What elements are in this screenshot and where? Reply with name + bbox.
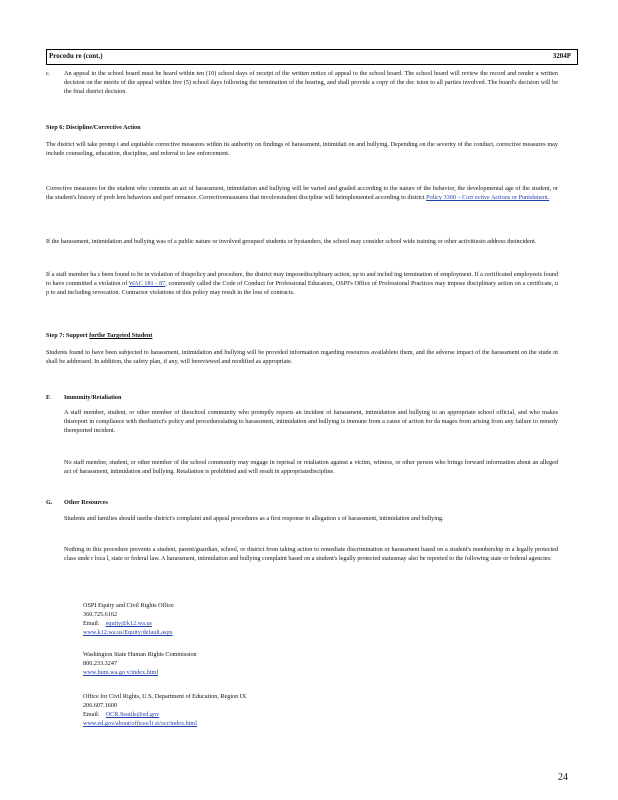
step7-para-1: Students found to have been subjected to harassment, intimidation and bullying will be provided information regarding resources availableto them, and the adverse impact of the harassment on the stude nt shall be addressed. In addition, the safety plan, if any, will bereviewed and modified as appropriate. bbox=[46, 349, 558, 365]
step6-para-2: Corrective measures for the student who commits an act of harassment, intimidation and bullying will be varied and graded according to the nature of the behavior, the developmental age of the student, or the student's history of prob lem behaviors and perf ormance. Correctivemeasures that involvestudent discipline will beimplemented according to district Policy 3300 – Corr ective Actions or Punishment. bbox=[46, 185, 558, 201]
agency-name: Office for Civil Rights, U.S. Department of Education, Region IX bbox=[83, 693, 247, 700]
step7-heading: Step 7: Support forthe Targeted Student bbox=[46, 332, 153, 339]
agency-url bbox=[83, 720, 197, 729]
policy-3300-link[interactable]: Policy 3300 – Corr ective Actions or Punishment. bbox=[426, 193, 550, 201]
procedure-header bbox=[46, 49, 578, 65]
section-g-para-2: Nothing in this procedure prevents a student, parent/guardian, school, or district from taking action to remediate discrimination or harassment based on a student's membership in a legally protected class unde r loca l, state or federal law. A harassment, intimidation and bullying complaint based on a student's legally protected statusmay also be reported to the following state or federal agencies: bbox=[64, 546, 558, 562]
page-number: 24 bbox=[558, 772, 568, 783]
agency-url-link[interactable]: www.hum.wa.go v/index.html bbox=[83, 669, 159, 676]
step6-para-1: The district will take promp t and equitable corrective measures within its authority on findings of harassment, intimidati on and bullying. Depending on the severity of the conduct, corrective measures may include counseling, education, discipline, and referral to law enforcement. bbox=[46, 141, 558, 157]
section-g-label: G. bbox=[46, 499, 53, 506]
section-f-para-1: A staff member, student, or other member of theschool community who promptly reports an incident of harassment, intimidation and bullying to an appropriate school official, and who makes thisreport in compliance with thedistrict's policy and procedureslating to harassment, intimidation and bullying is immune from a cause of action for da mages from arising from any failure to remedy thereported incident. bbox=[64, 409, 558, 434]
agency-url bbox=[83, 669, 158, 678]
step6-para-3: If the harassment, intimidation and bullying was of a public nature or involved groupsof students or bystanders, the school may consider school wide training or other activitiesto address theincident. bbox=[46, 238, 537, 245]
agency-name: Washington State Human Rights Commission bbox=[83, 651, 197, 658]
step6-para-4: If a staff member ha s been found to be in violation of thispolicy and procedure, the district may imposedisciplinary action, up to and includ ing termination of employment. If a certificated employeeis found to have committed a violation of WAC 181 - 87, commonly called the Code of Conduct for Professional Educators, OSPI's Office of Professional Practices may impose disciplinary action on a certificate, u p to and including revocation. Contractor violations of this policy may result in the loss of contracts. bbox=[46, 271, 559, 296]
agency-name: OSPI Equity and Civil Rights Office bbox=[83, 602, 174, 609]
para-c-text: An appeal to the school board must be heard within ten (10) school days of receipt of the written notice of appeal to the school board. The school board will review the record and render a written decision on the merits of the appeal within five (5) school days following the termination of the hearing, and shall provide a copy of the dec ision to all parties involved. The board's decision will be the final district decision. bbox=[64, 70, 558, 95]
agency-email-link[interactable]: OCR.Seattle@ed.gov bbox=[105, 711, 160, 718]
section-g-para-1: Students and families should usethe district's complaint and appeal procedures as a first response to allegation s of harassment, intimidation and bullying. bbox=[64, 515, 444, 522]
agency-email-row: Email: equity@k12.wa.us bbox=[83, 620, 152, 627]
agency-url-link[interactable]: www.k12.wa.us/Equity/default.aspx bbox=[83, 629, 173, 636]
agency-phone: 206.607.1600 bbox=[83, 702, 118, 709]
section-f-heading: Immunity/Retaliation bbox=[64, 394, 122, 401]
para-c-label: c. bbox=[46, 70, 51, 77]
step6-heading: Step 6: Discipline/Corrective Action bbox=[46, 124, 141, 131]
wac-181-87-link[interactable]: WAC 181 - 87 bbox=[128, 279, 166, 287]
agency-url bbox=[83, 629, 173, 638]
header-code: 3204P bbox=[552, 52, 571, 60]
agency-url-link[interactable]: www.ed.gov/about/offices/li st/ocr/index.html bbox=[83, 720, 197, 727]
agency-phone: 360.725.6162 bbox=[83, 611, 118, 618]
agency-email-row: Email: OCR.Seattle@ed.gov bbox=[83, 711, 160, 718]
agency-phone: 800.233.3247 bbox=[83, 660, 118, 667]
agency-email-link[interactable]: equity@k12.wa.us bbox=[105, 620, 152, 627]
section-f-para-2: No staff member, student, or other member of the school community may engage in reprisal or retaliation against a victim, witness, or other person who brings forward information about an alleged act of harassment, intimidation and bullying. Retaliation is prohibited and will result in appropriatediscipline. bbox=[64, 459, 558, 475]
header-title: Procedu re (cont.) bbox=[49, 52, 103, 60]
section-f-label: F. bbox=[46, 394, 51, 401]
section-g-heading: Other Resources bbox=[64, 499, 108, 506]
